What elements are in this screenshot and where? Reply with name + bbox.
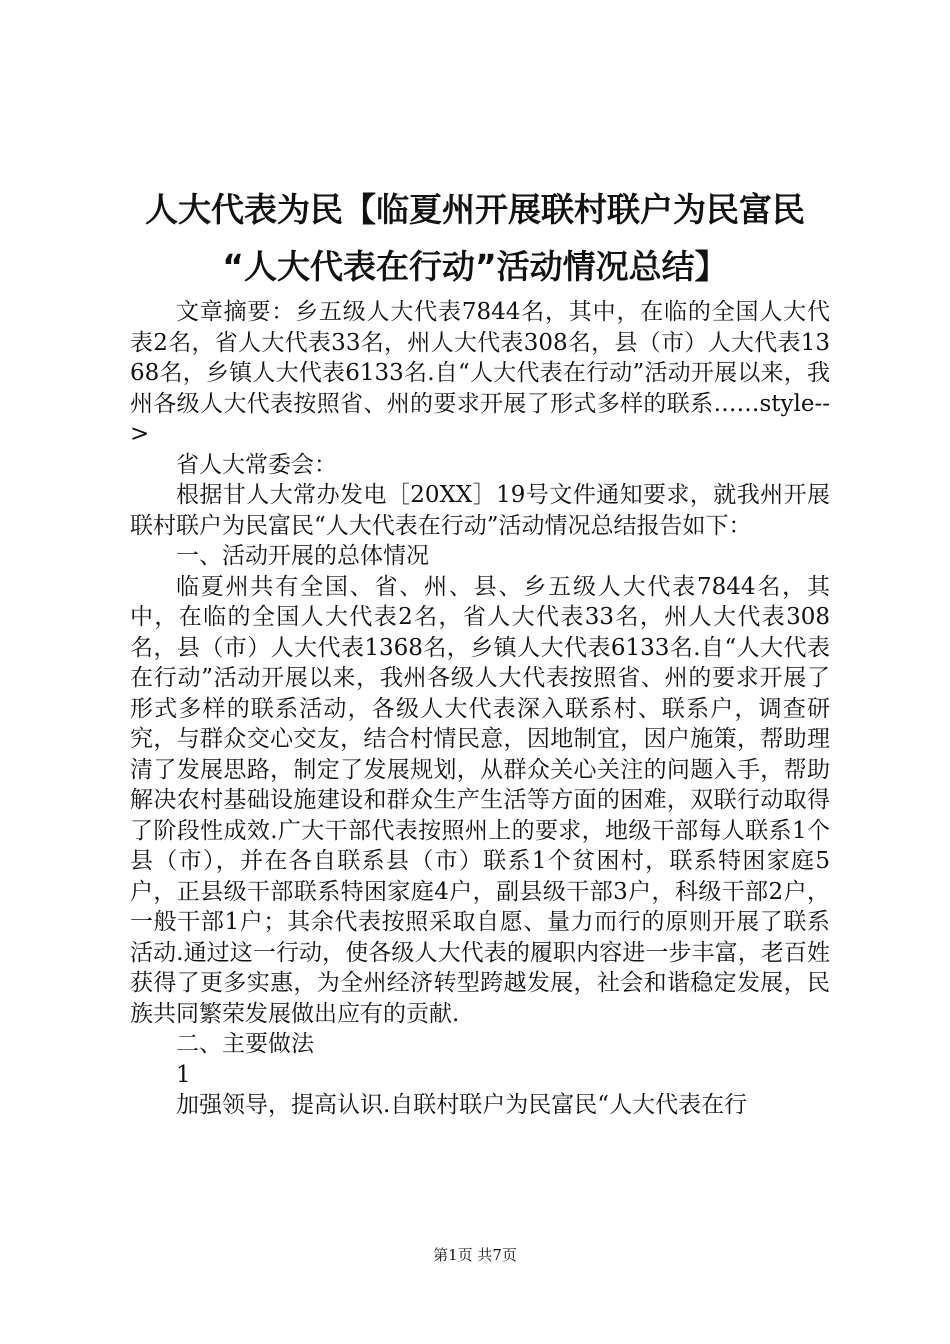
- method-paragraph: 加强领导，提高认识.自联村联户为民富民“人大代表在行: [176, 1092, 748, 1118]
- overview-paragraph: 临夏州共有全国、省、州、县、乡五级人大代表7844名，其中，在临的全国人大代表2名，省人大代表33名，州人大代表308名，县（市）人大代表1368名，乡镇人大代表6133名.自“人大代表在行动”活动开展以来，我州各级人大代表按照省、州的要求开展了形式多样的联系活动，各级人大代表深入联系村、联系户，调查研究，与群众交心交友，结合村情民意，因地制宜，因户施策，帮助理清了发展思路，制定了发展规划，从群众关心关注的问题入手，帮助解决农村基础设施建设和群众生产生活等方面的困难，双联行动取得了阶段性成效.广大干部代表按照州上的要求，地级干部每人联系1个县（市），并在各自联系县（市）联系1个贫困村，联系特困家庭5户，正县级干部联系特困家庭4户，副县级干部3户，科级干部2户，一般干部1户；其余代表按照采取自愿、量力而行的原则开展了联系活动.通过这一行动，使各级人大代表的履职内容进一步丰富，老百姓获得了更多实惠，为全州经济转型跨越发展，社会和谐稳定发展，民族共同繁荣发展做出应有的贡献.: [130, 573, 830, 1027]
- document-title-line-2: “人大代表在行动”活动情况总结】: [222, 247, 728, 286]
- intro-paragraph: 根据甘人大常办发电［20XX］19号文件通知要求，就我州开展联村联户为民富民“人大代表在行动”活动情况总结报告如下：: [130, 482, 830, 539]
- salutation: 省人大常委会：: [176, 451, 337, 478]
- page-footer: 第1页 共7页: [433, 1246, 517, 1264]
- summary-paragraph: 文章摘要：乡五级人大代表7844名，其中，在临的全国人大代表2名，省人大代表33名，州人大代表308名，县（市）人大代表1368名，乡镇人大代表6133名.自“人大代表在行动”活动开展以来，我州各级人大代表按照省、州的要求开展了形式多样的联系……style-->: [130, 299, 830, 447]
- section-heading-1: 一、活动开展的总体情况: [176, 543, 429, 569]
- document-body: [130, 297, 830, 1121]
- section-heading-2: 二、主要做法: [176, 1031, 314, 1057]
- list-number: 1: [176, 1061, 191, 1088]
- document-title-line-1: 人大代表为民【临夏州开展联村联户为民富民: [145, 190, 805, 229]
